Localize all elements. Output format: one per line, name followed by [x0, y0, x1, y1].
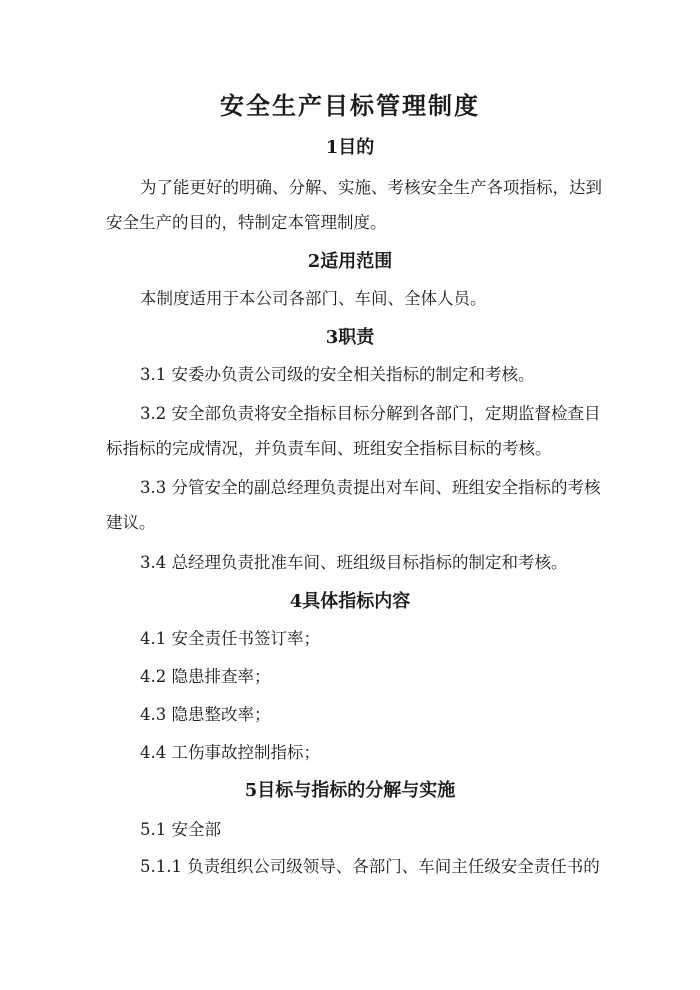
paragraph-4-2: 4.2 隐患排查率；: [140, 667, 271, 686]
section-heading-decomposition: 5目标与指标的分解与实施: [244, 780, 456, 801]
section-heading-indicators: 4具体指标内容: [289, 591, 411, 612]
paragraph-3-2: 3.2 安全部负责将安全指标目标分解到各部门，定期监督检查目标指标的完成情况，并负责车间、班组安全指标目标的考核。: [106, 404, 601, 458]
paragraph-purpose: 为了能更好的明确、分解、实施、考核安全生产各项指标，达到安全生产的目的，特制定本管理制度。: [106, 178, 602, 232]
paragraph-4-4: 4.4 工伤事故控制指标；: [140, 743, 320, 762]
section-heading-purpose: 1目的: [325, 137, 375, 158]
paragraph-3-3: 3.3 分管安全的副总经理负责提出对车间、班组安全指标的考核建议。: [106, 478, 601, 532]
document-title: 安全生产目标管理制度: [220, 91, 480, 120]
paragraph-5-1: 5.1 安全部: [140, 820, 221, 839]
section-heading-responsibilities: 3职责: [325, 327, 375, 348]
paragraph-scope: 本制度适用于本公司各部门、车间、全体人员。: [140, 289, 487, 308]
paragraph-3-1: 3.1 安委办负责公司级的安全相关指标的制定和考核。: [140, 365, 535, 384]
paragraph-4-1: 4.1 安全责任书签订率；: [140, 629, 320, 648]
paragraph-3-4: 3.4 总经理负责批准车间、班组级目标指标的制定和考核。: [140, 553, 568, 572]
section-heading-scope: 2适用范围: [307, 251, 393, 272]
paragraph-5-1-1: 5.1.1 负责组织公司级领导、各部门、车间主任级安全责任书的: [140, 857, 600, 876]
paragraph-4-3: 4.3 隐患整改率；: [140, 705, 271, 724]
